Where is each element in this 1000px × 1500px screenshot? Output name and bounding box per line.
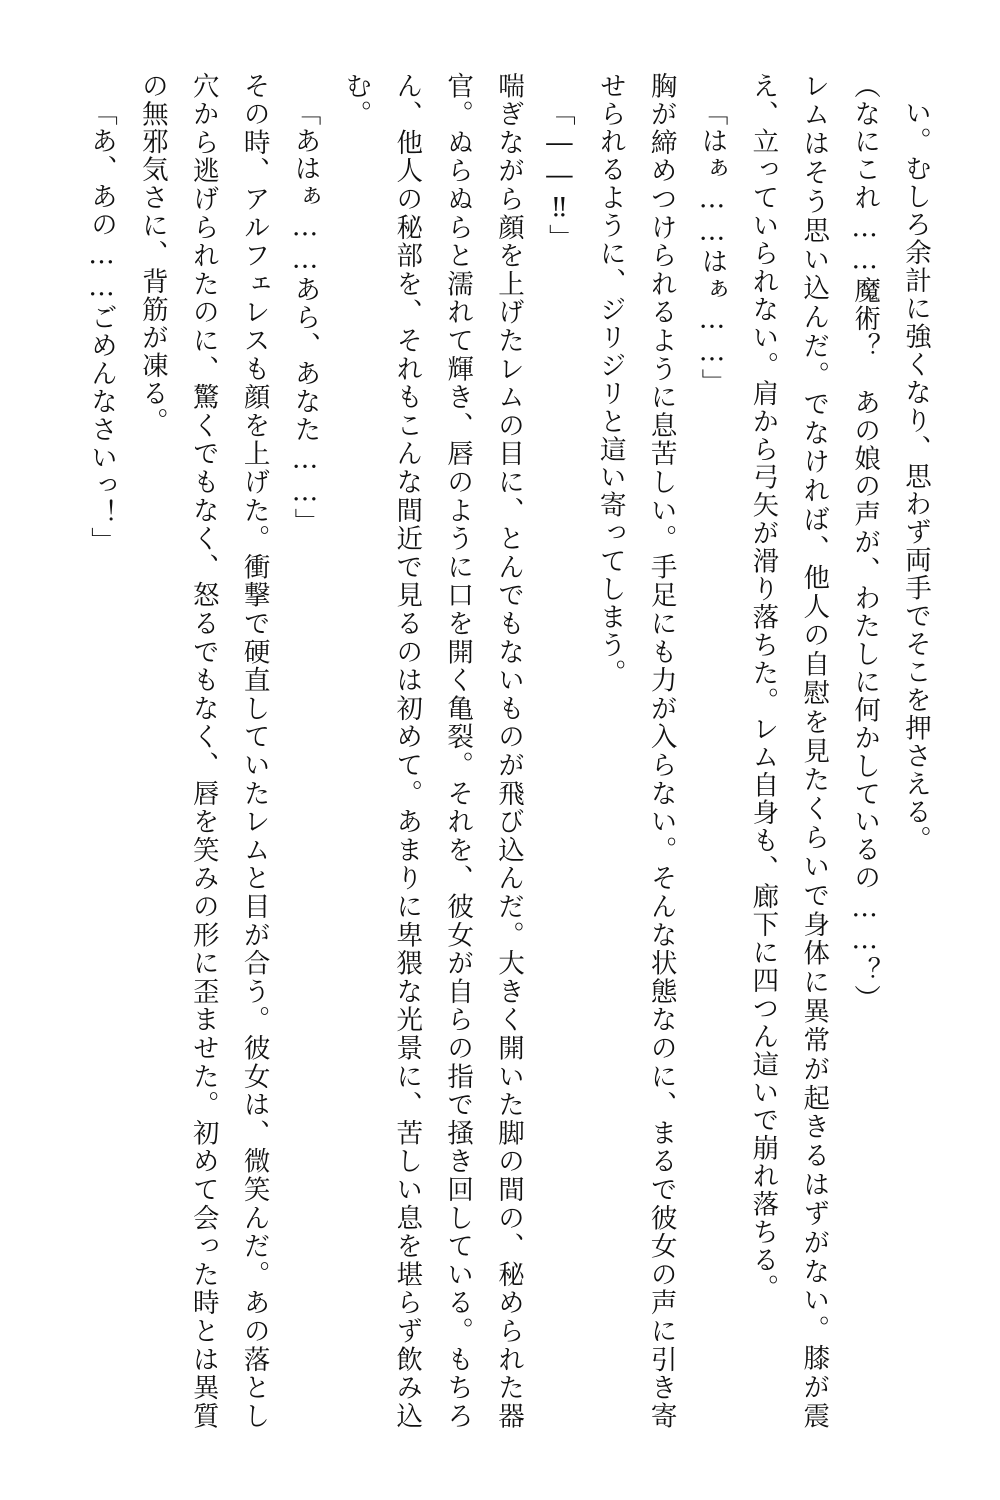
paragraph: （なにこれ……魔術？ あの娘の声が、わたしに何かしているの……？） [849, 72, 881, 1013]
paragraph: い。むしろ余計に強くなり、思わず両手でそこを押さえる。 [900, 98, 931, 854]
paragraph: 「あはぁ……あら、あなた……」 [289, 98, 321, 536]
paragraph: 胸が締めつけられるように息苦しい。手足にも力が入らない。そんな状態なのに、まるで彼女の声に引き寄せられるように、ジリジリと這い寄ってしまう。 [594, 72, 677, 1430]
paragraph: 「あ、あの……ごめんなさいっ！」 [86, 98, 117, 555]
paragraph: 喘ぎながら顔を上げたレムの目に、とんでもないものが飛び込んだ。大きく開いた脚の間の、秘められた器官。ぬらぬらと濡れて輝き、唇のように口を開く亀裂。それを、彼女が自らの指で掻き回している。もちろん、他人の秘部を、それもこんな間近で見るのは初めて。あまりに卑猥な光景に、苦しい息を堪らず飲み込む。 [340, 72, 524, 1430]
page-text-body [62, 72, 940, 1430]
paragraph: 「――‼」 [543, 98, 575, 252]
paragraph: 「はぁ……はぁ……」 [696, 98, 728, 397]
paragraph: レムはそう思い込んだ。でなければ、他人の自慰を見たくらいで身体に異常が起きるはずがない。膝が震え、立っていられない。肩から弓矢が滑り落ちた。レム自身も、廊下に四つん這いで崩れ落ちる。 [747, 72, 830, 1430]
paragraph: その時、アルフェレスも顔を上げた。衝撃で硬直していたレムと目が合う。彼女は、微笑んだ。あの落とし穴から逃げられたのに、驚くでもなく、怒るでもなく、唇を笑みの形に歪ませた。初めて会った時とは異質の無邪気さに、背筋が凍る。 [136, 72, 270, 1430]
